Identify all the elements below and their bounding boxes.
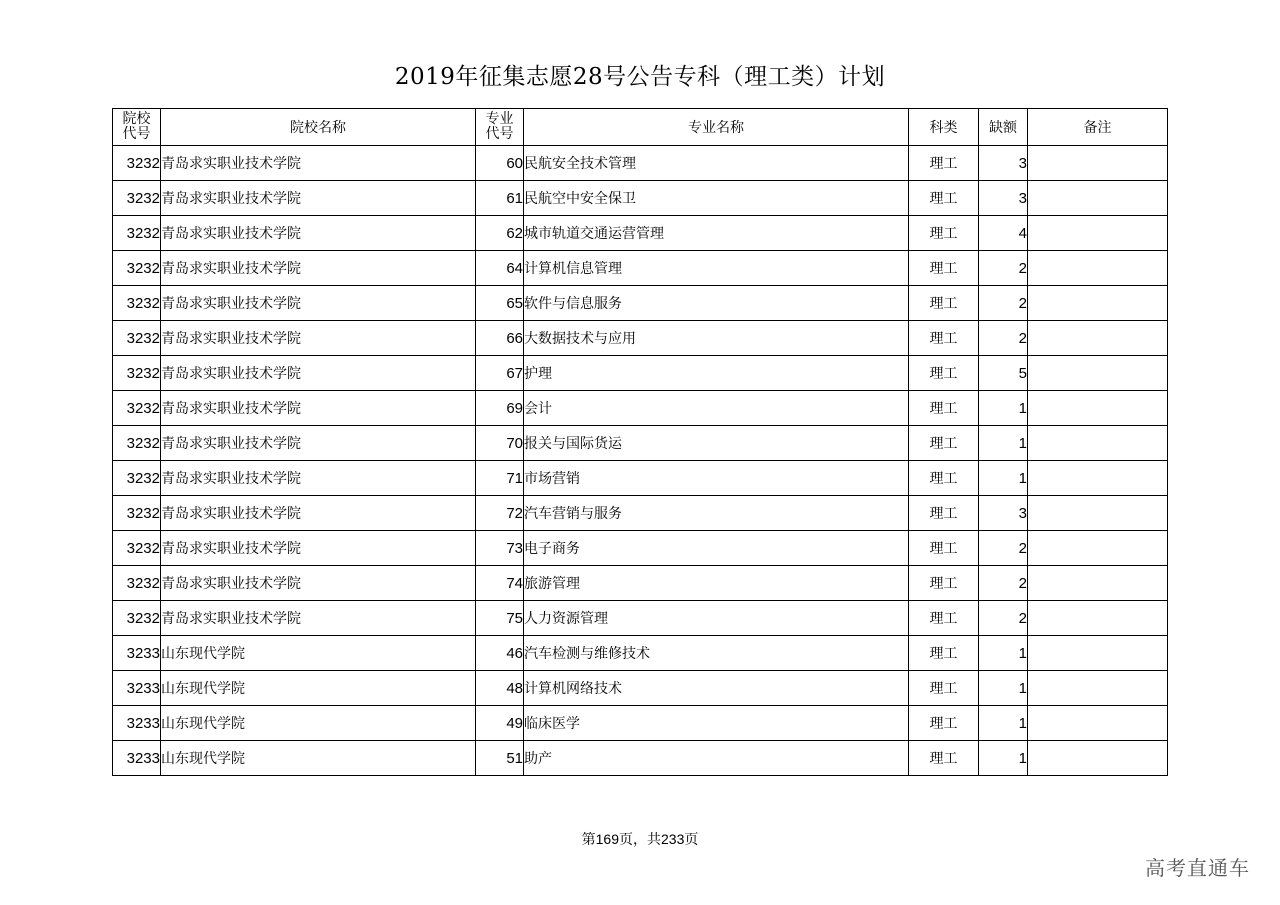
cell-category: 理工: [909, 636, 979, 671]
cell-vacancies: 3: [979, 181, 1028, 216]
cell-major-name: 人力资源管理: [524, 601, 909, 636]
cell-school-name: 青岛求实职业技术学院: [161, 531, 476, 566]
cell-school-name: 青岛求实职业技术学院: [161, 181, 476, 216]
cell-major-code: 67: [476, 356, 524, 391]
cell-school-name: 山东现代学院: [161, 636, 476, 671]
cell-vacancies: 1: [979, 391, 1028, 426]
header-major-name: 专业名称: [524, 109, 909, 146]
cell-major-name: 计算机网络技术: [524, 671, 909, 706]
cell-school-name: 青岛求实职业技术学院: [161, 146, 476, 181]
table-row: [113, 426, 1168, 461]
cell-vacancies: 1: [979, 741, 1028, 776]
cell-major-name: 临床医学: [524, 706, 909, 741]
admission-plan-table: [112, 108, 1168, 776]
cell-remarks: [1028, 286, 1168, 321]
cell-major-name: 护理: [524, 356, 909, 391]
table-row: [113, 601, 1168, 636]
cell-school-code: 3232: [113, 391, 161, 426]
cell-major-code: 64: [476, 251, 524, 286]
cell-vacancies: 1: [979, 706, 1028, 741]
cell-remarks: [1028, 531, 1168, 566]
cell-remarks: [1028, 671, 1168, 706]
cell-remarks: [1028, 461, 1168, 496]
cell-vacancies: 3: [979, 146, 1028, 181]
table-row: [113, 181, 1168, 216]
cell-school-name: 青岛求实职业技术学院: [161, 251, 476, 286]
footer-suffix: 页: [684, 832, 699, 848]
cell-category: 理工: [909, 706, 979, 741]
cell-remarks: [1028, 601, 1168, 636]
cell-school-code: 3232: [113, 531, 161, 566]
cell-major-code: 73: [476, 531, 524, 566]
cell-school-code: 3232: [113, 251, 161, 286]
cell-remarks: [1028, 706, 1168, 741]
table-row: [113, 706, 1168, 741]
footer-middle: 页，共: [619, 832, 661, 848]
cell-vacancies: 2: [979, 566, 1028, 601]
cell-remarks: [1028, 496, 1168, 531]
cell-school-name: 青岛求实职业技术学院: [161, 356, 476, 391]
cell-school-code: 3232: [113, 426, 161, 461]
footer-page-number: 169: [595, 831, 619, 847]
cell-major-code: 69: [476, 391, 524, 426]
cell-remarks: [1028, 356, 1168, 391]
cell-major-code: 46: [476, 636, 524, 671]
cell-school-name: 青岛求实职业技术学院: [161, 321, 476, 356]
cell-school-code: 3232: [113, 356, 161, 391]
cell-major-code: 75: [476, 601, 524, 636]
cell-major-name: 汽车营销与服务: [524, 496, 909, 531]
cell-major-code: 71: [476, 461, 524, 496]
cell-school-code: 3232: [113, 216, 161, 251]
cell-major-name: 助产: [524, 741, 909, 776]
cell-school-name: 青岛求实职业技术学院: [161, 601, 476, 636]
cell-school-code: 3232: [113, 146, 161, 181]
table-row: [113, 216, 1168, 251]
cell-remarks: [1028, 251, 1168, 286]
table-body: [113, 146, 1168, 776]
cell-vacancies: 2: [979, 286, 1028, 321]
table-row: [113, 286, 1168, 321]
cell-vacancies: 2: [979, 321, 1028, 356]
cell-remarks: [1028, 146, 1168, 181]
cell-school-code: 3232: [113, 566, 161, 601]
cell-remarks: [1028, 566, 1168, 601]
cell-major-name: 计算机信息管理: [524, 251, 909, 286]
cell-category: 理工: [909, 286, 979, 321]
cell-vacancies: 5: [979, 356, 1028, 391]
cell-school-code: 3232: [113, 321, 161, 356]
cell-remarks: [1028, 216, 1168, 251]
footer-prefix: 第: [581, 832, 596, 848]
cell-major-name: 市场营销: [524, 461, 909, 496]
cell-remarks: [1028, 636, 1168, 671]
table-row: [113, 636, 1168, 671]
table-row: [113, 146, 1168, 181]
cell-major-name: 软件与信息服务: [524, 286, 909, 321]
cell-school-name: 青岛求实职业技术学院: [161, 496, 476, 531]
cell-remarks: [1028, 391, 1168, 426]
cell-major-name: 报关与国际货运: [524, 426, 909, 461]
cell-major-code: 48: [476, 671, 524, 706]
cell-school-name: 青岛求实职业技术学院: [161, 426, 476, 461]
cell-school-code: 3232: [113, 601, 161, 636]
cell-school-code: 3233: [113, 671, 161, 706]
cell-category: 理工: [909, 216, 979, 251]
cell-major-name: 汽车检测与维修技术: [524, 636, 909, 671]
cell-category: 理工: [909, 671, 979, 706]
cell-vacancies: 1: [979, 426, 1028, 461]
cell-school-code: 3233: [113, 636, 161, 671]
cell-major-name: 大数据技术与应用: [524, 321, 909, 356]
table-row: [113, 671, 1168, 706]
cell-category: 理工: [909, 601, 979, 636]
cell-major-code: 60: [476, 146, 524, 181]
cell-major-code: 66: [476, 321, 524, 356]
cell-major-code: 61: [476, 181, 524, 216]
cell-school-name: 青岛求实职业技术学院: [161, 461, 476, 496]
cell-category: 理工: [909, 391, 979, 426]
header-remarks: 备注: [1028, 109, 1168, 146]
table-row: [113, 741, 1168, 776]
cell-school-code: 3233: [113, 706, 161, 741]
cell-vacancies: 2: [979, 251, 1028, 286]
page-title: 2019年征集志愿28号公告专科（理工类）计划: [394, 64, 886, 90]
cell-school-code: 3232: [113, 496, 161, 531]
table-row: [113, 251, 1168, 286]
cell-category: 理工: [909, 321, 979, 356]
cell-school-name: 青岛求实职业技术学院: [161, 566, 476, 601]
cell-school-name: 山东现代学院: [161, 671, 476, 706]
header-school-code: 院校 代号: [113, 109, 161, 146]
cell-category: 理工: [909, 426, 979, 461]
table-row: [113, 566, 1168, 601]
cell-school-name: 山东现代学院: [161, 741, 476, 776]
cell-category: 理工: [909, 496, 979, 531]
footer-total-pages: 233: [661, 831, 685, 847]
cell-major-code: 49: [476, 706, 524, 741]
header-category: 科类: [909, 109, 979, 146]
cell-category: 理工: [909, 356, 979, 391]
cell-major-name: 电子商务: [524, 531, 909, 566]
cell-major-code: 51: [476, 741, 524, 776]
cell-major-name: 旅游管理: [524, 566, 909, 601]
cell-category: 理工: [909, 181, 979, 216]
cell-category: 理工: [909, 461, 979, 496]
cell-remarks: [1028, 181, 1168, 216]
header-major-code: 专业 代号: [476, 109, 524, 146]
table-row: [113, 531, 1168, 566]
cell-category: 理工: [909, 251, 979, 286]
header-vacancies: 缺额: [979, 109, 1028, 146]
cell-major-name: 城市轨道交通运营管理: [524, 216, 909, 251]
table-row: [113, 391, 1168, 426]
cell-major-code: 65: [476, 286, 524, 321]
table-row: [113, 321, 1168, 356]
cell-remarks: [1028, 321, 1168, 356]
cell-category: 理工: [909, 741, 979, 776]
cell-major-code: 72: [476, 496, 524, 531]
cell-school-name: 青岛求实职业技术学院: [161, 216, 476, 251]
cell-vacancies: 1: [979, 461, 1028, 496]
cell-major-code: 70: [476, 426, 524, 461]
cell-school-code: 3232: [113, 461, 161, 496]
cell-vacancies: 1: [979, 636, 1028, 671]
cell-major-name: 民航安全技术管理: [524, 146, 909, 181]
cell-school-code: 3233: [113, 741, 161, 776]
cell-category: 理工: [909, 566, 979, 601]
cell-category: 理工: [909, 531, 979, 566]
cell-vacancies: 2: [979, 531, 1028, 566]
cell-school-name: 青岛求实职业技术学院: [161, 286, 476, 321]
cell-remarks: [1028, 741, 1168, 776]
cell-category: 理工: [909, 146, 979, 181]
cell-school-code: 3232: [113, 286, 161, 321]
cell-major-name: 会计: [524, 391, 909, 426]
cell-remarks: [1028, 426, 1168, 461]
header-school-name: 院校名称: [161, 109, 476, 146]
cell-school-name: 青岛求实职业技术学院: [161, 391, 476, 426]
cell-vacancies: 2: [979, 601, 1028, 636]
cell-vacancies: 3: [979, 496, 1028, 531]
table-row: [113, 461, 1168, 496]
watermark-text: 高考直通车: [1145, 856, 1250, 880]
cell-vacancies: 4: [979, 216, 1028, 251]
cell-school-code: 3232: [113, 181, 161, 216]
cell-major-code: 62: [476, 216, 524, 251]
page-footer: [0, 829, 1280, 849]
table-row: [113, 356, 1168, 391]
cell-vacancies: 1: [979, 671, 1028, 706]
table-row: [113, 496, 1168, 531]
cell-major-name: 民航空中安全保卫: [524, 181, 909, 216]
cell-school-name: 山东现代学院: [161, 706, 476, 741]
cell-major-code: 74: [476, 566, 524, 601]
table-header-row: [113, 109, 1168, 146]
